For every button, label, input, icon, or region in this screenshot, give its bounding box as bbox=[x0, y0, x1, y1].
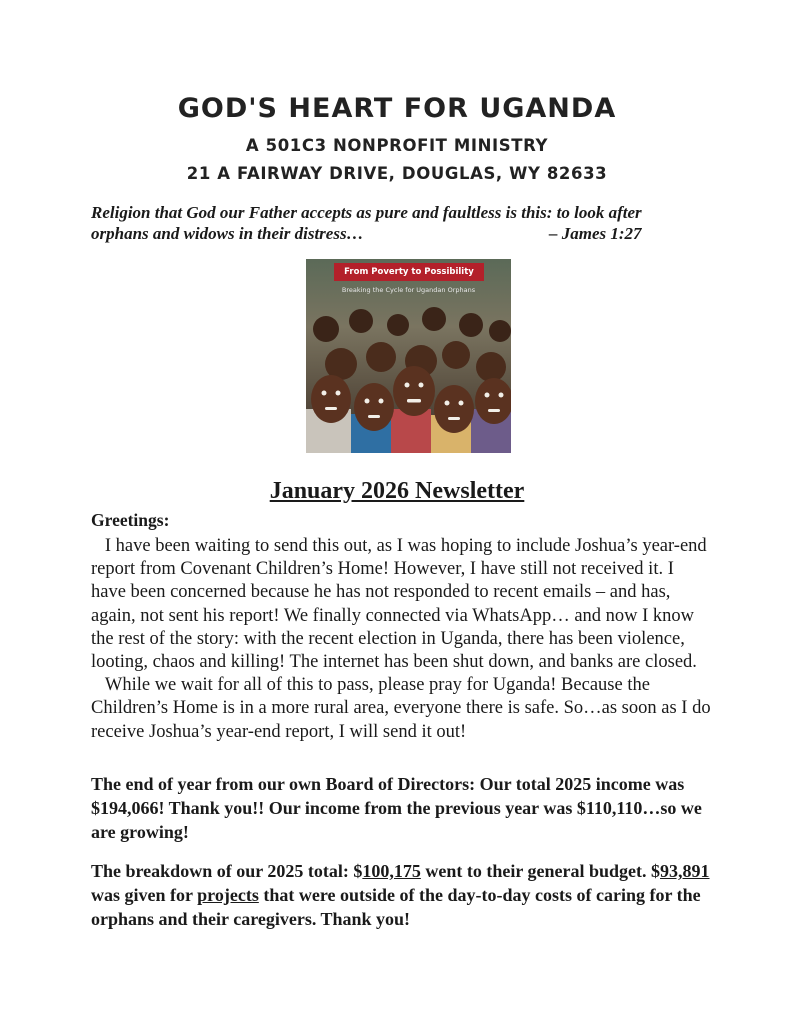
general-budget-amount: 100,175 bbox=[362, 861, 421, 881]
body-paragraph-1: I have been waiting to send this out, as I was hoping to include Joshua’s year-end report from Covenant Children’s Home! However, I have still not received it. I have been concerned because he has not responded to recent emails – and has, again, not sent his report! We finally connected via WhatsApp… and now I know the rest of the story: with the recent election in Uganda, there has been violence, looting, chaos and killing! The internet has been shut down, and banks are closed. bbox=[91, 536, 707, 673]
newsletter-title: January 2026 Newsletter bbox=[269, 478, 525, 504]
body-paragraph-2: While we wait for all of this to pass, please pray for Uganda! Because the Children’s Home is in a more rural area, everyone there is safe. So…as soon as I do receive Joshua’s year-end report, I will send it out! bbox=[91, 675, 711, 742]
projects-word: projects bbox=[197, 885, 259, 905]
children-photo bbox=[306, 259, 511, 453]
verse-line-1: Religion that God our Father accepts as pure and faultless is this: to look after bbox=[91, 203, 642, 222]
breakdown-text-3: was given for bbox=[91, 885, 198, 905]
org-tagline: A 501C3 NONPROFIT MINISTRY bbox=[245, 136, 549, 155]
verse-reference: – James 1:27 bbox=[549, 224, 642, 243]
org-name: GOD'S HEART FOR UGANDA bbox=[177, 93, 617, 124]
breakdown-text-1: The breakdown of our 2025 total: $ bbox=[91, 861, 363, 881]
board-income-paragraph: The end of year from our own Board of Directors: Our total 2025 income was $194,066! Thank you!! Our income from the previous year was $110,110…so we are growing! bbox=[91, 774, 702, 842]
breakdown-text-2: went to their general budget. $ bbox=[420, 861, 661, 881]
breakdown-paragraph bbox=[91, 859, 711, 931]
newsletter-body bbox=[91, 535, 711, 744]
breakdown-text-4: that were outside of the day-to-day costs of caring for the orphans and their caregivers. Thank you! bbox=[91, 885, 701, 929]
org-address: 21 A FAIRWAY DRIVE, DOUGLAS, WY 82633 bbox=[186, 164, 608, 183]
photo-banner: From Poverty to Possibility bbox=[334, 263, 484, 281]
photo-subtitle: Breaking the Cycle for Ugandan Orphans bbox=[341, 286, 476, 294]
greeting: Greetings: bbox=[91, 510, 170, 530]
scripture-quote bbox=[91, 202, 711, 244]
verse-line-2: orphans and widows in their distress… bbox=[91, 224, 364, 243]
projects-amount: 93,891 bbox=[660, 861, 710, 881]
